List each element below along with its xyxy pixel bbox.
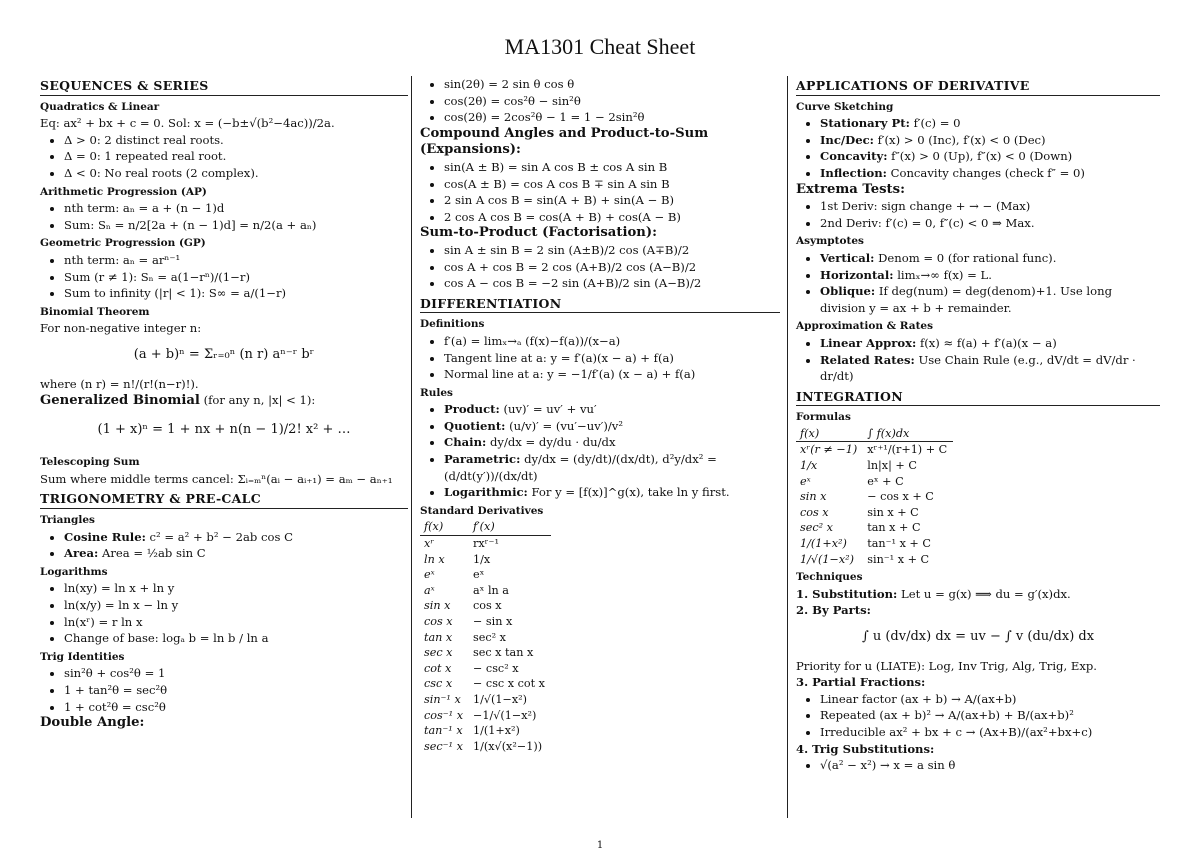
table-row bbox=[796, 520, 953, 536]
table-cell: cos x bbox=[473, 599, 502, 613]
subheading: Trig Identities bbox=[40, 650, 125, 663]
approximation-list bbox=[796, 335, 1160, 385]
liate-text: Priority for u (LIATE): Log, Inv Trig, Alg, Trig, Exp. bbox=[796, 658, 1097, 673]
item-text: If deg(num) = deg(denom)+1. Use long division y = ax + b + remainder. bbox=[820, 284, 1113, 315]
item-label: Inc/Dec: bbox=[820, 132, 874, 147]
table-row bbox=[420, 536, 551, 552]
page-number: 1 bbox=[596, 840, 604, 851]
table-cell: 1/√(1−x²) bbox=[800, 552, 855, 566]
item-label: Horizontal: bbox=[820, 267, 894, 282]
item-label: Chain: bbox=[444, 435, 487, 450]
table-row bbox=[420, 598, 551, 614]
section-heading: SEQUENCES & SERIES bbox=[40, 78, 408, 96]
table-cell: eˣ bbox=[800, 474, 811, 488]
table-row bbox=[420, 552, 551, 568]
list-item bbox=[820, 283, 1160, 316]
binomial-formula: (a + b)ⁿ = Σᵣ₌₀ⁿ (n r) aⁿ⁻ʳ bʳ bbox=[133, 346, 315, 362]
list-item: • nth term: aₙ = arⁿ⁻¹ bbox=[64, 252, 408, 269]
subheading: Definitions bbox=[420, 318, 485, 331]
compound-list bbox=[420, 159, 780, 225]
table-cell: sec x tan x bbox=[473, 646, 534, 660]
subheading: Rules bbox=[420, 386, 453, 399]
column-3 bbox=[796, 76, 1160, 774]
item-label: Product: bbox=[444, 402, 500, 417]
list-item: • Sum: Sₙ = n/2[2a + (n − 1)d] = n/2(a + aₙ) bbox=[64, 217, 408, 234]
table-cell: 1/x bbox=[800, 459, 818, 473]
subheading: Double Angle: bbox=[40, 715, 145, 731]
list-item: • 2 sin A cos B = sin(A + B) + sin(A − B) bbox=[444, 192, 780, 209]
list-item bbox=[64, 545, 408, 562]
list-item: • sin A ± sin B = 2 sin (A±B)/2 cos (A∓B)/2 bbox=[444, 242, 780, 259]
subheading: Curve Sketching bbox=[796, 100, 894, 113]
subheading: Telescoping Sum bbox=[40, 456, 140, 469]
item-label: Stationary Pt: bbox=[820, 116, 910, 131]
list-item: • 1 + cot²θ = csc²θ bbox=[64, 699, 408, 716]
list-item: • Repeated (ax + b)² → A/(ax+b) + B/(ax+b)² bbox=[820, 707, 1160, 724]
gp-list bbox=[40, 252, 408, 302]
list-item bbox=[820, 267, 1160, 284]
item-text: (uv)′ = uv′ + vu′ bbox=[503, 402, 597, 417]
table-row bbox=[420, 614, 551, 630]
partial-fractions-list bbox=[796, 691, 1160, 741]
table-row bbox=[420, 676, 551, 692]
subheading: Formulas bbox=[796, 411, 851, 424]
table-row bbox=[420, 708, 551, 724]
item-label: Inflection: bbox=[820, 165, 887, 180]
table-cell: cot x bbox=[424, 661, 452, 675]
table-row bbox=[420, 723, 551, 739]
table-cell: sec x bbox=[424, 646, 453, 660]
table-row bbox=[420, 692, 551, 708]
list-item: • Normal line at a: y = −1/f′(a) (x − a) + f(a) bbox=[444, 366, 780, 383]
list-item: • Sum to infinity (|r| < 1): S∞ = a/(1−r) bbox=[64, 285, 408, 302]
list-item bbox=[820, 132, 1160, 149]
subheading: Extrema Tests: bbox=[796, 181, 905, 197]
list-item bbox=[444, 451, 780, 484]
table-row bbox=[796, 474, 953, 490]
subheading: Binomial Theorem bbox=[40, 305, 150, 318]
list-item bbox=[820, 335, 1160, 352]
list-item bbox=[444, 401, 780, 418]
table-cell: 1/(1+x²) bbox=[473, 724, 520, 738]
list-item: • sin(A ± B) = sin A cos B ± cos A sin B bbox=[444, 159, 780, 176]
item-label: Area: bbox=[64, 546, 99, 561]
item-text: dy/dx = dy/du · du/dx bbox=[489, 435, 616, 450]
list-item: • √(a² − x²) → x = a sin θ bbox=[820, 757, 1160, 774]
table-row bbox=[420, 661, 551, 677]
item-text: Use Chain Rule (e.g., dV/dt = dV/dr · dr/dt) bbox=[820, 352, 1136, 384]
item-label: Concavity: bbox=[820, 149, 888, 164]
table-cell: − csc x cot x bbox=[473, 677, 545, 691]
technique-label: 1. Substitution: bbox=[796, 586, 898, 601]
item-text: limₓ→∞ f(x) = L. bbox=[897, 267, 992, 282]
table-row bbox=[796, 536, 953, 552]
list-item bbox=[820, 165, 1160, 182]
item-text: f′(c) = 0 bbox=[913, 116, 961, 131]
table-cell: cos x bbox=[424, 615, 453, 628]
table-cell: aˣ ln a bbox=[473, 583, 509, 597]
curve-sketching-list bbox=[796, 115, 1160, 181]
item-label: Linear Approx: bbox=[820, 335, 917, 350]
list-item: • Δ > 0: 2 distinct real roots. bbox=[64, 132, 408, 149]
list-item: • cos(A ± B) = cos A cos B ∓ sin A sin B bbox=[444, 176, 780, 193]
technique-label: 4. Trig Substitutions: bbox=[796, 741, 935, 756]
page-title: MA1301 Cheat Sheet bbox=[504, 34, 696, 59]
list-item: • f′(a) = limₓ→ₐ (f(x)−f(a))/(x−a) bbox=[444, 333, 780, 350]
list-item: • 1 + tan²θ = sec²θ bbox=[64, 682, 408, 699]
list-item: • cos A − cos B = −2 sin (A+B)/2 sin (A−B)/2 bbox=[444, 275, 780, 292]
section-heading: TRIGONOMETRY & PRE-CALC bbox=[40, 491, 408, 509]
list-item: • 2 cos A cos B = cos(A + B) + cos(A − B) bbox=[444, 209, 780, 226]
table-cell: sin x bbox=[800, 490, 827, 504]
gen-binomial-heading: Generalized Binomial bbox=[40, 393, 200, 409]
table-cell: −1/√(1−x²) bbox=[473, 708, 537, 722]
table-cell: ln|x| + C bbox=[867, 459, 917, 473]
item-label: Logarithmic: bbox=[444, 485, 528, 500]
section-heading: APPLICATIONS OF DERIVATIVE bbox=[796, 78, 1160, 96]
table-row bbox=[796, 489, 953, 505]
table-cell: xʳ(r ≠ −1) bbox=[800, 443, 858, 457]
table-cell: eˣ + C bbox=[867, 474, 904, 488]
section-heading: DIFFERENTIATION bbox=[420, 296, 780, 314]
table-cell: rxʳ⁻¹ bbox=[473, 537, 499, 551]
telescoping-text: Sum where middle terms cancel: Σᵢ₌ₘⁿ(aᵢ − aᵢ₊₁) = aₘ − aₙ₊₁ bbox=[40, 471, 393, 486]
table-cell: sec⁻¹ x bbox=[424, 739, 463, 753]
item-text: (u/v)′ = (vu′−uv′)/v² bbox=[509, 418, 624, 433]
table-cell: sin x + C bbox=[867, 505, 919, 519]
list-item: • Tangent line at a: y = f′(a)(x − a) + f(a) bbox=[444, 350, 780, 367]
subheading: Compound Angles and Product-to-Sum (Expansions): bbox=[420, 125, 709, 158]
table-row bbox=[420, 739, 551, 755]
table-cell: sec² x bbox=[800, 521, 833, 535]
section-heading: INTEGRATION bbox=[796, 389, 1160, 407]
subheading: Asymptotes bbox=[796, 235, 864, 248]
log-list bbox=[40, 580, 408, 646]
table-header: f′(x) bbox=[469, 519, 551, 535]
list-item bbox=[444, 484, 780, 501]
table-body bbox=[420, 536, 551, 755]
triangle-list bbox=[40, 529, 408, 562]
binomial-text: For non-negative integer n: bbox=[40, 321, 202, 336]
table-cell: 1/x bbox=[473, 552, 491, 566]
table-header: f(x) bbox=[796, 426, 863, 442]
item-label: Quotient: bbox=[444, 418, 506, 433]
definitions-list bbox=[420, 333, 780, 383]
quad-list bbox=[40, 132, 408, 182]
sum-to-product-list bbox=[420, 242, 780, 292]
item-label: Parametric: bbox=[444, 452, 521, 467]
list-item bbox=[820, 352, 1160, 385]
table-cell: tan x bbox=[424, 630, 453, 644]
subheading: Standard Derivatives bbox=[420, 504, 544, 517]
double-angle-list bbox=[420, 76, 780, 126]
list-item: • Δ = 0: 1 repeated real root. bbox=[64, 148, 408, 165]
table-row bbox=[420, 630, 551, 646]
ap-list bbox=[40, 200, 408, 233]
list-item: • cos A + cos B = 2 cos (A+B)/2 cos (A−B)/2 bbox=[444, 259, 780, 276]
table-cell: sec² x bbox=[473, 630, 506, 644]
asymptotes-list bbox=[796, 250, 1160, 316]
table-row bbox=[796, 505, 953, 521]
list-item: • ln(x/y) = ln x − ln y bbox=[64, 597, 408, 614]
table-row bbox=[796, 458, 953, 474]
table-cell: xʳ bbox=[424, 537, 435, 551]
item-text: For y = [f(x)]^g(x), take ln y first. bbox=[531, 485, 730, 500]
column-1 bbox=[40, 76, 408, 732]
subheading: Logarithms bbox=[40, 565, 108, 578]
list-item: • Irreducible ax² + bx + c → (Ax+B)/(ax²+bx+c) bbox=[820, 724, 1160, 741]
by-parts-formula: ∫ u (dv/dx) dx = uv − ∫ v (du/dx) dx bbox=[861, 629, 1095, 644]
extrema-list bbox=[796, 198, 1160, 231]
table-cell: csc x bbox=[424, 677, 453, 691]
column-2 bbox=[420, 76, 780, 754]
list-item: • Sum (r ≠ 1): Sₙ = a(1−rⁿ)/(1−r) bbox=[64, 269, 408, 286]
table-cell: − sin x bbox=[473, 615, 513, 628]
table-cell: tan⁻¹ x bbox=[424, 724, 463, 738]
subheading: Sum-to-Product (Factorisation): bbox=[420, 225, 657, 241]
table-header: ∫ f(x)dx bbox=[863, 426, 953, 442]
list-item bbox=[64, 529, 408, 546]
list-item bbox=[820, 250, 1160, 267]
item-label: Vertical: bbox=[820, 250, 875, 265]
table-row bbox=[420, 645, 551, 661]
table-row bbox=[420, 567, 551, 583]
technique-label: 3. Partial Fractions: bbox=[796, 675, 926, 690]
item-text: Concavity changes (check f″ = 0) bbox=[890, 165, 1085, 180]
list-item: • 2nd Deriv: f′(c) = 0, f″(c) < 0 ⇒ Max. bbox=[820, 215, 1160, 232]
table-row bbox=[796, 442, 953, 458]
list-item: • Linear factor (ax + b) → A/(ax+b) bbox=[820, 691, 1160, 708]
gen-binomial-formula: (1 + x)ⁿ = 1 + nx + n(n − 1)/2! x² + … bbox=[97, 421, 351, 437]
list-item: • ln(xʳ) = r ln x bbox=[64, 614, 408, 631]
item-text: Area = ½ab sin C bbox=[101, 546, 206, 561]
table-cell: 1/(1+x²) bbox=[800, 537, 847, 551]
list-item: • Change of base: logₐ b = ln b / ln a bbox=[64, 630, 408, 647]
binomial-where: where (n r) = n!/(r!(n−r)!). bbox=[40, 376, 199, 391]
list-item: • 1st Deriv: sign change + → − (Max) bbox=[820, 198, 1160, 215]
subheading: Geometric Progression (GP) bbox=[40, 237, 206, 250]
subheading: Arithmetic Progression (AP) bbox=[40, 185, 207, 198]
table-row bbox=[420, 583, 551, 599]
item-text: f″(x) > 0 (Up), f″(x) < 0 (Down) bbox=[891, 149, 1073, 164]
table-cell: sin⁻¹ x bbox=[424, 692, 461, 706]
list-item bbox=[444, 434, 780, 451]
list-item bbox=[444, 418, 780, 435]
integration-formulas-table bbox=[796, 426, 953, 567]
item-text: c² = a² + b² − 2ab cos C bbox=[149, 529, 293, 544]
list-item bbox=[820, 148, 1160, 165]
item-label: Related Rates: bbox=[820, 352, 915, 367]
item-text: f′(x) > 0 (Inc), f′(x) < 0 (Dec) bbox=[877, 132, 1046, 147]
table-cell: sin x bbox=[424, 599, 451, 613]
subheading: Triangles bbox=[40, 514, 95, 527]
list-item: • nth term: aₙ = a + (n − 1)d bbox=[64, 200, 408, 217]
gen-binomial-text: (for any n, |x| < 1): bbox=[203, 393, 316, 408]
item-text: dy/dx = (dy/dt)/(dx/dt), d²y/dx² = (d/dt(y′))/(dx/dt) bbox=[444, 452, 717, 483]
table-cell: aˣ bbox=[424, 583, 435, 597]
technique-label: 2. By Parts: bbox=[796, 603, 871, 618]
trig-sub-list bbox=[796, 757, 1160, 774]
standard-derivatives-table bbox=[420, 519, 551, 754]
item-label: Oblique: bbox=[820, 284, 876, 299]
list-item: • sin²θ + cos²θ = 1 bbox=[64, 665, 408, 682]
item-text: f(x) ≈ f(a) + f′(a)(x − a) bbox=[919, 335, 1057, 350]
item-text: Denom = 0 (for rational func). bbox=[878, 250, 1057, 265]
subheading: Quadratics & Linear bbox=[40, 100, 160, 113]
list-item: • Δ < 0: No real roots (2 complex). bbox=[64, 165, 408, 182]
list-item: • cos(2θ) = 2cos²θ − 1 = 1 − 2sin²θ bbox=[444, 109, 780, 126]
column-divider bbox=[787, 76, 788, 818]
quadratic-equation: Eq: ax² + bx + c = 0. Sol: x = (−b±√(b²−4ac))/2a. bbox=[40, 116, 335, 131]
list-item: • ln(xy) = ln x + ln y bbox=[64, 580, 408, 597]
table-body bbox=[796, 442, 953, 567]
trig-identity-list bbox=[40, 665, 408, 715]
table-cell: sin⁻¹ x + C bbox=[867, 552, 930, 566]
table-cell: cos⁻¹ x bbox=[424, 708, 463, 722]
list-item: • sin(2θ) = 2 sin θ cos θ bbox=[444, 76, 780, 93]
table-cell: − cos x + C bbox=[867, 490, 934, 504]
table-cell: xʳ⁺¹/(r+1) + C bbox=[867, 443, 948, 457]
rules-list bbox=[420, 401, 780, 501]
table-cell: 1/√(1−x²) bbox=[473, 692, 528, 706]
table-header: f(x) bbox=[420, 519, 469, 535]
list-item: • cos(2θ) = cos²θ − sin²θ bbox=[444, 93, 780, 110]
table-cell: eˣ bbox=[473, 568, 485, 582]
table-cell: eˣ bbox=[424, 568, 435, 582]
item-label: Cosine Rule: bbox=[64, 529, 146, 544]
table-cell: − csc² x bbox=[473, 661, 519, 675]
table-cell: ln x bbox=[424, 552, 445, 566]
subheading: Approximation & Rates bbox=[796, 320, 934, 333]
table-cell: cos x bbox=[800, 505, 829, 519]
table-row bbox=[796, 552, 953, 568]
subheading: Techniques bbox=[796, 571, 863, 584]
technique-text: Let u = g(x) ⟹ du = g′(x)dx. bbox=[901, 586, 1071, 601]
table-cell: tan x + C bbox=[867, 521, 921, 535]
table-cell: 1/(x√(x²−1)) bbox=[473, 739, 543, 753]
column-divider bbox=[411, 76, 412, 818]
table-cell: tan⁻¹ x + C bbox=[867, 537, 931, 551]
list-item bbox=[820, 115, 1160, 132]
